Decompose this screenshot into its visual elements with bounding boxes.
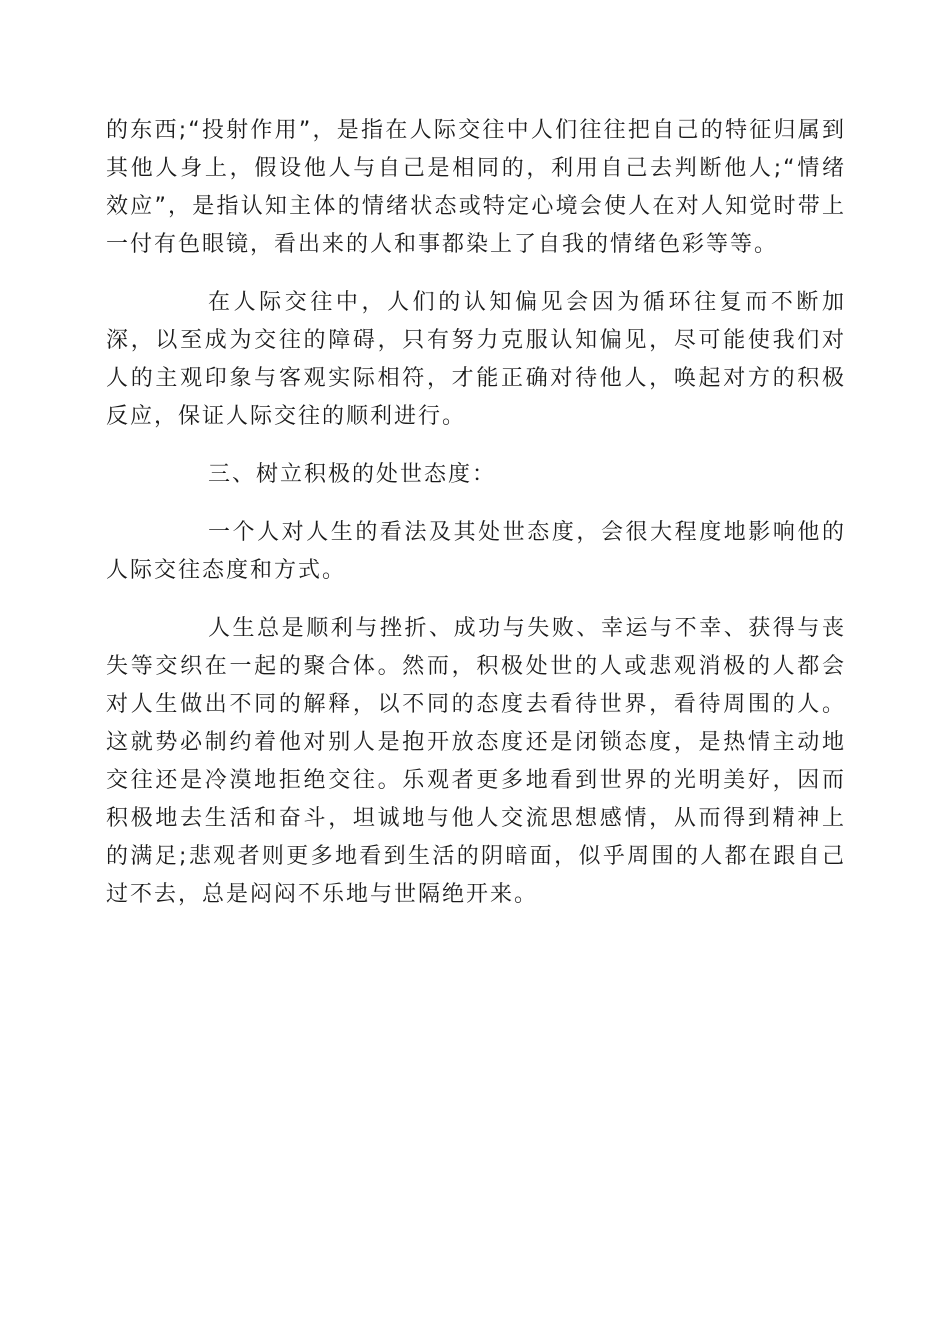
paragraph-continuation: 的东西;“投射作用”，是指在人际交往中人们往往把自己的特征归属到其他人身上，假设他人与自己是相同的，利用自己去判断他人;“情绪效应”，是指认知主体的情绪状态或特定心境会使人在对人知觉时带上一付有色眼镜，看出来的人和事都染上了自我的情绪色彩等等。 [106,118,846,257]
body-text [106,112,846,934]
paragraph-cognitive-bias: 在人际交往中，人们的认知偏见会因为循环往复而不断加深，以至成为交往的障碍，只有努力克服认知偏见，尽可能使我们对人的主观印象与客观实际相符，才能正确对待他人，唤起对方的积极反应，保证人际交往的顺利进行。 [106,290,846,429]
paragraph-life-attitude: 一个人对人生的看法及其处世态度，会很大程度地影响他的人际交往态度和方式。 [106,520,846,583]
paragraph-optimism-pessimism: 人生总是顺利与挫折、成功与失败、幸运与不幸、获得与丧失等交织在一起的聚合体。然而，积极处世的人或悲观消极的人都会对人生做出不同的解释，以不同的态度去看待世界，看待周围的人。这就势必制约着他对别人是抱开放态度还是闭锁态度，是热情主动地交往还是冷漠地拒绝交往。乐观者更多地看到世界的光明美好，因而积极地去生活和奋斗，坦诚地与他人交流思想感情，从而得到精神上的满足;悲观者则更多地看到生活的阴暗面，似乎周围的人都在跟自己过不去，总是闷闷不乐地与世隔绝开来。 [106,616,846,907]
section-heading: 三、树立积极的处世态度： [208,462,497,487]
